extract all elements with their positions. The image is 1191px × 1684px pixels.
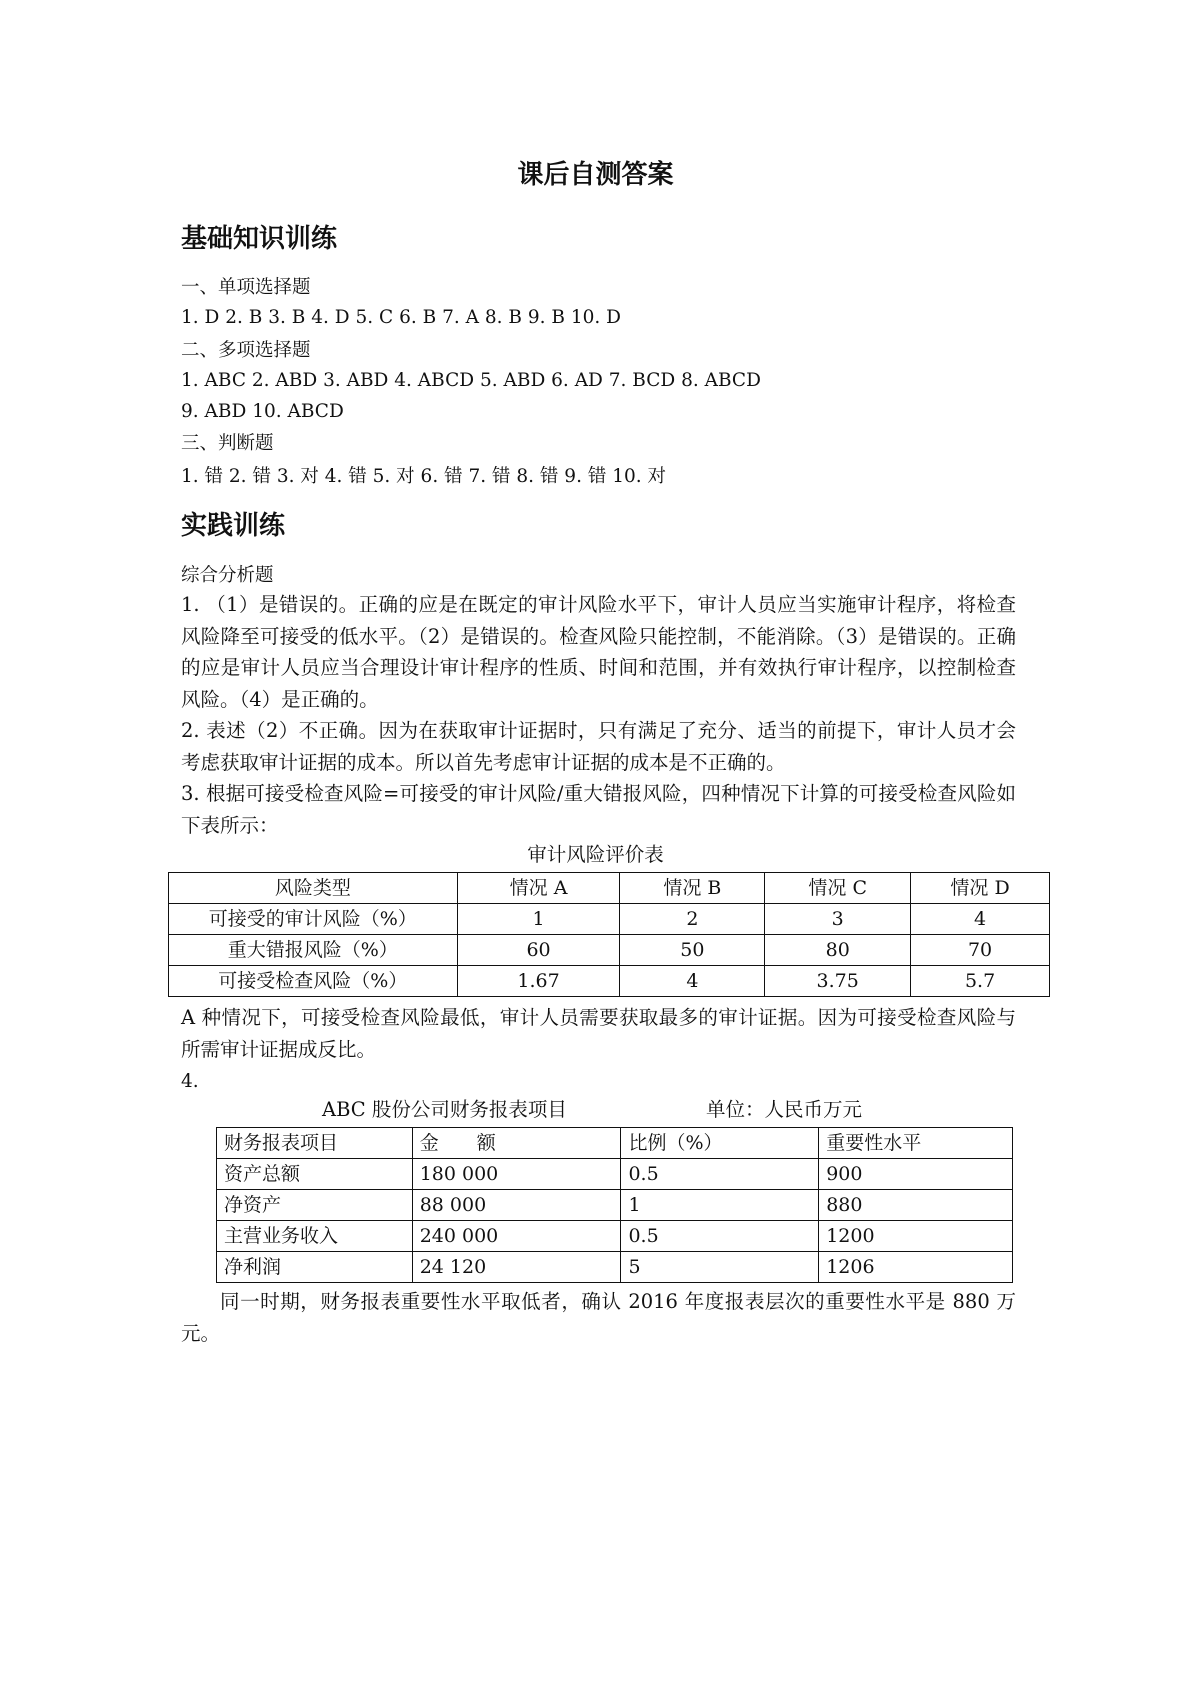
table-cell: 3.75 [765, 966, 911, 997]
table-cell: 80 [765, 935, 911, 966]
table-header-cell: 比例（%） [621, 1128, 819, 1159]
table-row [217, 1252, 1013, 1283]
risk-evaluation-table [168, 872, 1050, 997]
table-cell: 可接受检查风险（%） [169, 966, 458, 997]
risk-table-caption: 审计风险评价表 [527, 843, 664, 866]
answer-paragraph-3-conclusion: A 种情况下，可接受检查风险最低，审计人员需要获取最多的审计证据。因为可接受检查风险与所需审计证据成反比。 [181, 1006, 1016, 1061]
table-cell: 88 000 [412, 1190, 621, 1221]
table-cell: 24 120 [412, 1252, 621, 1283]
multiple-choice-label: 二、多项选择题 [181, 340, 311, 361]
table-cell: 4 [620, 966, 765, 997]
financial-table-unit: 单位：人民币万元 [706, 1098, 863, 1121]
table-header-row [169, 873, 1050, 904]
financial-table-caption: ABC 股份公司财务报表项目 [322, 1098, 567, 1121]
table-cell: 资产总额 [217, 1159, 413, 1190]
table-header-cell: 情况 A [457, 873, 620, 904]
single-choice-answers: 1. D 2. B 3. B 4. D 5. C 6. B 7. A 8. B 9. B 10. D [181, 307, 621, 328]
table-header-cell: 重要性水平 [819, 1128, 1013, 1159]
answer-paragraph-1: 1. （1）是错误的。正确的应是在既定的审计风险水平下，审计人员应当实施审计程序，将检查风险降至可接受的低水平。（2）是错误的。检查风险只能控制，不能消除。（3）是错误的。正确的应是审计人员应当合理设计审计程序的性质、时间和范围，并有效执行审计程序，以控制检查风险。（4）是正确的。 [181, 593, 1016, 711]
table-cell: 60 [457, 935, 620, 966]
financial-statement-table [216, 1127, 1013, 1283]
page-title: 课后自测答案 [517, 160, 674, 190]
table-cell: 3 [765, 904, 911, 935]
table-header-row [217, 1128, 1013, 1159]
answer-paragraph-4-conclusion: 同一时期，财务报表重要性水平取低者，确认 2016 年度报表层次的重要性水平是 880 万元。 [181, 1290, 1016, 1345]
single-choice-label: 一、单项选择题 [181, 277, 311, 298]
table-cell: 1206 [819, 1252, 1013, 1283]
table-header-cell: 风险类型 [169, 873, 458, 904]
true-false-answers: 1. 错 2. 错 3. 对 4. 错 5. 对 6. 错 7. 错 8. 错 9. 错 10. 对 [181, 466, 667, 487]
true-false-label: 三、判断题 [181, 433, 274, 454]
table-cell: 0.5 [621, 1221, 819, 1252]
table-header-cell: 情况 C [765, 873, 911, 904]
table-cell: 重大错报风险（%） [169, 935, 458, 966]
table-cell: 50 [620, 935, 765, 966]
question-4-label: 4. [181, 1071, 199, 1092]
table-cell: 180 000 [412, 1159, 621, 1190]
section-heading-practice: 实践训练 [181, 511, 286, 541]
table-cell: 0.5 [621, 1159, 819, 1190]
table-cell: 5 [621, 1252, 819, 1283]
table-cell: 240 000 [412, 1221, 621, 1252]
answer-paragraph-2: 2. 表述（2）不正确。因为在获取审计证据时，只有满足了充分、适当的前提下，审计人员才会考虑获取审计证据的成本。所以首先考虑审计证据的成本是不正确的。 [181, 719, 1016, 774]
table-header-cell: 情况 D [911, 873, 1050, 904]
table-cell: 1200 [819, 1221, 1013, 1252]
table-row [217, 1190, 1013, 1221]
table-row [217, 1159, 1013, 1190]
multiple-choice-answers-line2: 9. ABD 10. ABCD [181, 401, 344, 422]
table-cell: 1 [621, 1190, 819, 1221]
table-header-cell: 金 额 [412, 1128, 621, 1159]
table-cell: 净资产 [217, 1190, 413, 1221]
table-cell: 900 [819, 1159, 1013, 1190]
table-row [217, 1221, 1013, 1252]
table-cell: 1 [457, 904, 620, 935]
answer-paragraph-3: 3. 根据可接受检查风险=可接受的审计风险/重大错报风险，四种情况下计算的可接受检查风险如下表所示： [181, 782, 1016, 837]
table-cell: 1.67 [457, 966, 620, 997]
table-row [169, 966, 1050, 997]
multiple-choice-answers-line1: 1. ABC 2. ABD 3. ABD 4. ABCD 5. ABD 6. AD 7. BCD 8. ABCD [181, 370, 761, 391]
table-cell: 主营业务收入 [217, 1221, 413, 1252]
table-cell: 4 [911, 904, 1050, 935]
table-row [169, 904, 1050, 935]
table-cell: 可接受的审计风险（%） [169, 904, 458, 935]
table-cell: 2 [620, 904, 765, 935]
table-cell: 5.7 [911, 966, 1050, 997]
table-cell: 880 [819, 1190, 1013, 1221]
practice-subheading: 综合分析题 [181, 565, 274, 586]
table-header-cell: 财务报表项目 [217, 1128, 413, 1159]
table-header-cell: 情况 B [620, 873, 765, 904]
table-row [169, 935, 1050, 966]
table-cell: 净利润 [217, 1252, 413, 1283]
section-heading-basic: 基础知识训练 [181, 224, 338, 254]
table-cell: 70 [911, 935, 1050, 966]
